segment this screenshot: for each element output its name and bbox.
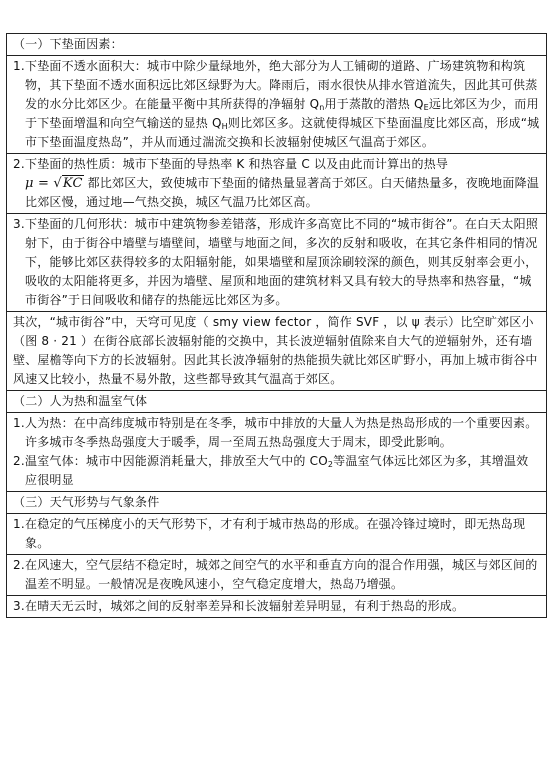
item-number: 1. [13, 517, 25, 531]
section-3-item-1-row [7, 514, 547, 555]
list-item [13, 215, 540, 310]
content-table [6, 33, 547, 618]
item-text: 在稳定的气压梯度小的天气形势下，才有利于城市热岛的形成。在强冷锋过境时，即无热岛现象。 [25, 517, 526, 550]
item-number: 2. [13, 454, 25, 468]
list-item [13, 515, 540, 553]
item-number: 1. [13, 59, 25, 73]
section-2-items-row [7, 413, 547, 492]
section-2-title: （二）人为热和温室气体 [7, 391, 547, 413]
item-text: 人为热：在中高纬度城市特别是在冬季，城市中排放的大量人为热是热岛形成的一个重要因素。许多城市冬季热岛强度大于暖季，周一至周五热岛强度大于周末，即受此影响。 [25, 416, 538, 449]
item-number: 2. [13, 558, 25, 572]
list-item [13, 556, 540, 594]
section-3-title: （三）天气形势与气象条件 [7, 492, 547, 514]
formula-mu: μ = √KC [25, 176, 83, 191]
section-3-item-2-row [7, 555, 547, 596]
item-text: 下垫面不透水面积大：城市中除少量绿地外，绝大部分为人工铺砌的道路、广场建筑物和构筑物，其下垫面不透水面积远比郊区绿野为大。降雨后，雨水很快从排水管道流失，因此其可供蒸发的水分比郊区少。在能量平衡中其所获得的净辐射 $Q_n$用于蒸散的潜热 $Q_E$远比郊区为少，而用于下垫面增温和向空气输送的显热 $Q_H$则比郊区多。这就使得城区下垫面温度比郊区高，形成“城市下垫面温度热岛”，并从而通过湍流交换和长波辐射使城区气温高于郊区。 [25, 59, 540, 149]
section-1-paragraph-row [7, 312, 547, 391]
list-item [13, 414, 540, 452]
list-item [13, 452, 540, 490]
section-1-item-2-row [7, 154, 547, 214]
item-number: 2. [13, 157, 25, 171]
section-3-header-row [7, 492, 547, 514]
section-3-item-3-row [7, 596, 547, 618]
item-text: 下垫面的热性质：城市下垫面的导热率 K 和热容量 C 以及由此而计算出的热导 μ = √KC 都比郊区大，致使城市下垫面的储热量显著高于郊区。白天储热量多，夜晚地面降温比郊区慢，通过地—气热交换，城区气温乃比郊区高。 [25, 157, 540, 209]
list-item [13, 597, 540, 616]
item-text: 温室气体：城市中因能源消耗量大，排放至大气中的 $CO_2$等温室气体远比郊区为多，其增温效应很明显 [25, 454, 529, 487]
section-1-item-3-row [7, 214, 547, 312]
section-1-header-row [7, 34, 547, 56]
section-2-header-row [7, 391, 547, 413]
item-text: 在风速大，空气层结不稳定时，城郊之间空气的水平和垂直方向的混合作用强，城区与郊区间的温差不明显。一般情况是夜晚风速小，空气稳定度增大，热岛乃增强。 [25, 558, 538, 591]
section-1-item-1-row [7, 56, 547, 154]
paragraph-text: 其次，“城市街谷”中，天穹可见度（ smy view fector ，简作 SVF ，以 ψ 表示）比空旷郊区小（图 8 · 21 ）在街谷底部长波辐射能的交换中，其长波逆辐射值除来自大气的逆辐射外，还有墙壁、屋檐等向下方的长波辐射。因此其长波净辐射的热能损失就比郊区旷野小，再加上城市街谷中风速又比较小，热量不易外散，这些都导致其气温高于郊区。 [13, 315, 538, 386]
list-item [13, 155, 540, 212]
item-text: 下垫面的几何形状：城市中建筑物参差错落，形成许多高宽比不同的“城市街谷”。在白天太阳照射下，由于街谷中墙壁与墙壁间，墙壁与地面之间，多次的反射和吸收，在其它条件相同的情况下，能够比郊区获得较多的太阳辐射能，如果墙壁和屋顶涂刷较深的颜色，则其反射率会更小，吸收的太阳能将更多，并因为墙壁、屋顶和地面的建筑材料又具有较大的导热率和热容量，“城市街谷”于日间吸收和储存的热能远比郊区为多。 [25, 217, 539, 307]
item-text: 在晴天无云时，城郊之间的反射率差异和长波辐射差异明显，有利于热岛的形成。 [25, 599, 465, 613]
item-number: 3. [13, 217, 25, 231]
item-number: 1. [13, 416, 25, 430]
item-number: 3. [13, 599, 25, 613]
section-1-title: （一）下垫面因素： [7, 34, 547, 56]
list-item [13, 57, 540, 152]
